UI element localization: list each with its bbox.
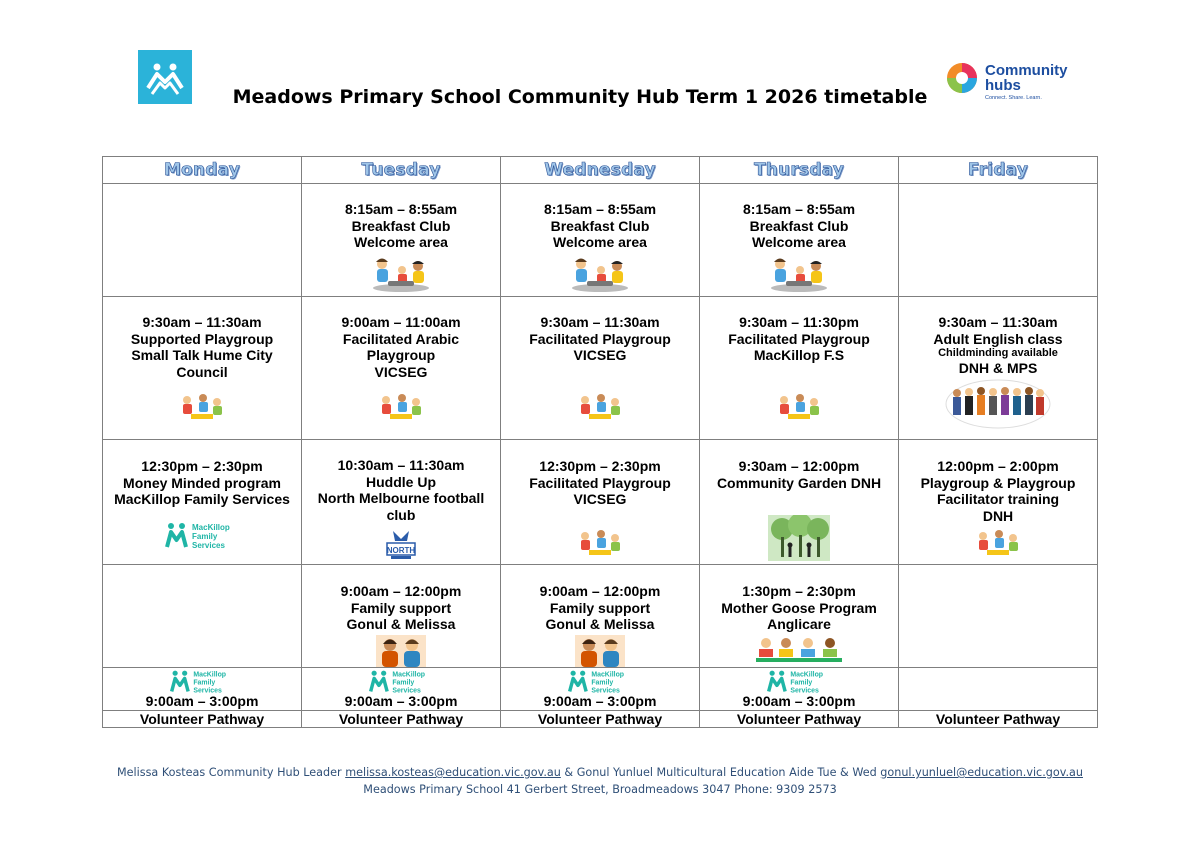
family-support-tuesday: 9:00am – 12:00pm Family support Gonul & Melissa [302,565,501,668]
timetable-row [103,565,1098,668]
volunteer-time: 9:00am – 3:00pm [543,692,657,709]
day-friday: Friday [899,157,1098,184]
north-melbourne-logo-icon [383,527,419,563]
svg-text:MacKillop: MacKillop [591,671,625,679]
svg-text:Services: Services [193,686,222,694]
volunteer-pathway-label: Volunteer Pathway [700,710,899,728]
volunteer-wednesday [501,667,700,710]
volunteer-time-row [103,667,1098,710]
volunteer-pathway-label: Volunteer Pathway [501,710,700,728]
timetable-row [103,440,1098,565]
timetable-row [103,184,1098,297]
community-hubs-tagline: Connect. Share. Learn. [985,95,1042,101]
breakfast-kids-icon [567,255,633,293]
cell-empty [103,565,302,668]
breakfast-club-tuesday: 8:15am – 8:55am Breakfast Club Welcome area [302,184,501,297]
breakfast-club-thursday: 8:15am – 8:55am Breakfast Club Welcome area [700,184,899,297]
timetable-row [103,297,1098,440]
cell-empty [899,667,1098,710]
email-link-gonul[interactable]: gonul.yunluel@education.vic.gov.au [880,766,1083,779]
huddle-up-tuesday: 10:30am – 11:30am Huddle Up North Melbourne football club NORTH [302,440,501,565]
volunteer-thursday [700,667,899,710]
day-thursday: Thursday [700,157,899,184]
volunteer-label-row [103,710,1098,728]
facilitated-playgroup-wednesday-pm: 12:30pm – 2:30pm Facilitated Playgroup VICSEG [501,440,700,565]
svg-text:NORTH: NORTH [386,546,416,555]
supported-playgroup-monday: 9:30am – 11:30am Supported Playgroup Small Talk Hume City Council [103,297,302,440]
playgroup-icon [177,392,227,422]
playgroup-facilitator-training-friday: 12:00pm – 2:00pm Playgroup & Playgroup Facilitator training DNH [899,440,1098,565]
cell-empty [899,184,1098,297]
volunteer-monday [103,667,302,710]
svg-text:Family: Family [790,678,813,686]
footer-address: Meadows Primary School 41 Gerbert Street, Broadmeadows 3047 Phone: 9309 2573 [363,783,837,796]
playgroup-icon [575,392,625,422]
svg-text:Services: Services [192,540,225,550]
facilitated-playgroup-wednesday: 9:30am – 11:30am Facilitated Playgroup VICSEG [501,297,700,440]
volunteer-pathway-label: Volunteer Pathway [103,710,302,728]
svg-text:MacKillop: MacKillop [193,671,227,679]
cell-empty [899,565,1098,668]
mackillop-logo-icon [164,520,240,550]
svg-text:Family: Family [193,678,216,686]
playgroup-icon [376,392,426,422]
cell-empty [103,184,302,297]
family-support-icon [376,635,426,667]
footer-leader-text: Melissa Kosteas Community Hub Leader [117,766,346,779]
facilitated-playgroup-thursday: 9:30am – 11:30pm Facilitated Playgroup MacKillop F.S [700,297,899,440]
svg-text:MacKillop: MacKillop [392,671,426,679]
community-garden-icon [768,515,830,561]
community-hubs-line2: hubs [985,77,1021,94]
footer-aide-text: & Gonul Yunluel Multicultural Education Aide Tue & Wed [560,766,881,779]
mackillop-logo-icon [761,668,837,694]
svg-text:MacKillop: MacKillop [790,671,824,679]
day-tuesday: Tuesday [302,157,501,184]
mackillop-logo-icon [164,668,240,694]
breakfast-club-wednesday: 8:15am – 8:55am Breakfast Club Welcome area [501,184,700,297]
volunteer-pathway-label: Volunteer Pathway [302,710,501,728]
family-support-icon [575,635,625,667]
volunteer-time: 9:00am – 3:00pm [742,692,856,709]
volunteer-tuesday [302,667,501,710]
reading-kids-icon [756,635,842,663]
breakfast-kids-icon [766,255,832,293]
svg-text:Family: Family [591,678,614,686]
playgroup-icon [774,392,824,422]
childminding-note: Childminding available [938,347,1058,359]
adult-english-friday: 9:30am – 11:30am Adult English class Childminding available DNH & MPS [899,297,1098,440]
svg-text:Family: Family [392,678,415,686]
volunteer-time: 9:00am – 3:00pm [145,692,259,709]
svg-text:Services: Services [591,686,620,694]
day-wednesday: Wednesday [501,157,700,184]
money-minded-monday: 12:30pm – 2:30pm Money Minded program MacKillop Family Services MacKillop Family Services [103,440,302,565]
day-header-row [103,157,1098,184]
arabic-playgroup-tuesday: 9:00am – 11:00am Facilitated Arabic Playgroup VICSEG [302,297,501,440]
volunteer-time: 9:00am – 3:00pm [344,692,458,709]
svg-text:MacKillop: MacKillop [192,522,230,532]
mother-goose-thursday: 1:30pm – 2:30pm Mother Goose Program Anglicare [700,565,899,668]
svg-text:Services: Services [790,686,819,694]
community-garden-thursday: 9:30am – 12:00pm Community Garden DNH [700,440,899,565]
adults-group-icon [945,379,1051,429]
family-support-wednesday: 9:00am – 12:00pm Family support Gonul & Melissa [501,565,700,668]
email-link-melissa[interactable]: melissa.kosteas@education.vic.gov.au [345,766,561,779]
footer-contacts [0,766,1200,779]
svg-text:Family: Family [192,531,218,541]
mackillop-logo-icon [562,668,638,694]
svg-text:Services: Services [392,686,421,694]
playgroup-icon [575,528,625,558]
community-hubs-line1: Community [985,62,1068,79]
timetable [102,156,1098,728]
playgroup-icon [973,528,1023,558]
breakfast-kids-icon [368,255,434,293]
volunteer-pathway-label: Volunteer Pathway [899,710,1098,728]
day-monday: Monday [103,157,302,184]
mackillop-logo-icon [363,668,439,694]
page-title: Meadows Primary School Community Hub Term 1 2026 timetable [232,86,928,108]
